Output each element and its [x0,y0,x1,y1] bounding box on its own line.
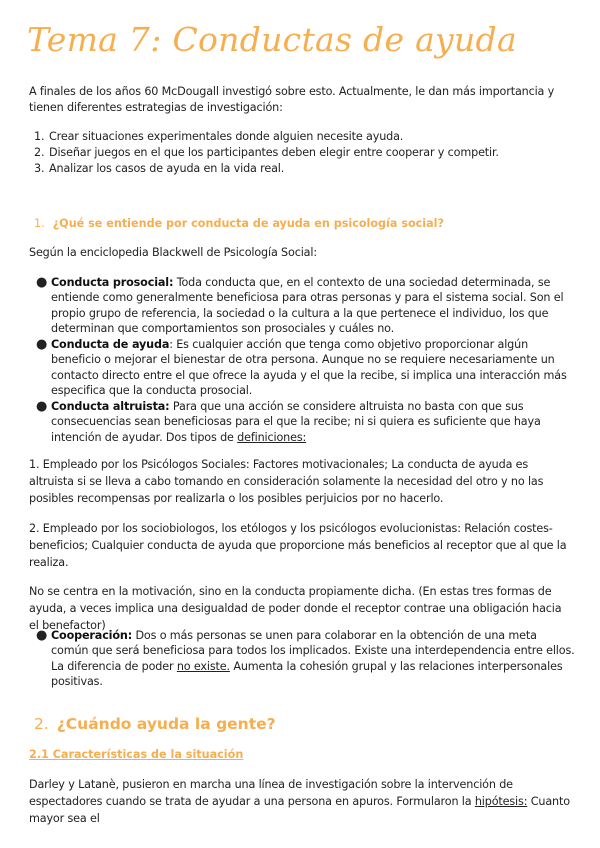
list-item: 2. Diseñar juegos en el que los participantes deben elegir entre cooperar y competir. [34,146,499,159]
definition-prosocial: ● Conducta prosocial: Toda conducta que, en el contexto de una sociedad determinada, se entiende como generalmente beneficiosa para otras personas y para el sistema social. Son el propio grupo de referencia, la sociedad o la cultura a la que pertenece el individuo, los que determinan que comportamientos son prosociales y cuáles no. [36,275,564,336]
altruism-definition-2: 2. Empleado por los sociobiologos, los etólogos y los psicólogos evolucionistas: Relación costes-beneficios; Cualquier conducta de ayuda que proporcione más beneficios al receptor que al que la realiza. [29,522,567,569]
section-2-heading: 2. ¿Cuándo ayuda la gente? [34,715,276,733]
list-item: 1. Crear situaciones experimentales donde alguien necesite ayuda. [34,130,404,143]
motivation-note: No se centra en la motivación, sino en la conducta propiamente dicha. (En estas tres formas de ayuda, a veces implica una desigualdad de poder donde el receptor contrae una obligación hacia el benefactor) [29,585,562,632]
intro-paragraph: A finales de los años 60 McDougall investigó sobre esto. Actualmente, le dan más importancia y tienen diferentes estrategias de investigación: [29,85,555,114]
definition-altruist: ● Conducta altruista: Para que una acción se considere altruista no basta con que sus consecuencias sean beneficiosas para el que la recibe; ni si quiera es suficiente que haya intención de ayudar. Dos tipos de definiciones: [36,399,541,444]
list-item: 3. Analizar los casos de ayuda en la vida real. [34,162,285,175]
bullet-icon: ● [36,628,48,643]
bullet-icon: ● [36,399,48,414]
bullet-icon: ● [36,337,48,352]
altruism-definition-1: 1. Empleado por los Psicólogos Sociales: Factores motivacionales; La conducta de ayuda es altruista si se lleva a cabo tomando en consideración solamente la necesidad del otro y no las posibles recompensas por realizarla o los posibles perjuicios por no hacerlo. [29,458,544,505]
definition-cooperation: ● Cooperación: Dos o más personas se unen para colaborar en la obtención de una meta común que será beneficiosa para todos los implicados. Existe una interdependencia entre ellos. La diferencia de poder no existe. Aumenta la cohesión grupal y las relaciones interpersonales positivas. [36,628,575,689]
darley-paragraph: Darley y Latanè, pusieron en marcha una línea de investigación sobre la intervención de espectadores cuando se trata de ayudar a una persona en apuros. Formularon la hipótesis: Cuanto mayor sea el [29,778,570,825]
page-title: Tema 7: Conductas de ayuda [27,20,517,59]
bullet-icon: ● [36,275,48,290]
subsection-2-1-heading: 2.1 Características de la situación [29,748,244,761]
blackwell-paragraph: Según la enciclopedia Blackwell de Psicología Social: [29,246,317,259]
section-1-heading: 1. ¿Qué se entiende por conducta de ayuda en psicología social? [34,217,445,230]
definition-helping: ● Conducta de ayuda: Es cualquier acción que tenga como objetivo proporcionar algún beneficio o mejorar el bienestar de otra persona. Aunque no se requiere necesariamente un contacto directo entre el que ofrece la ayuda y el que la recibe, si implica una interacción más especifica que la conducta prosocial. [36,337,567,398]
strategies-list [34,129,499,177]
